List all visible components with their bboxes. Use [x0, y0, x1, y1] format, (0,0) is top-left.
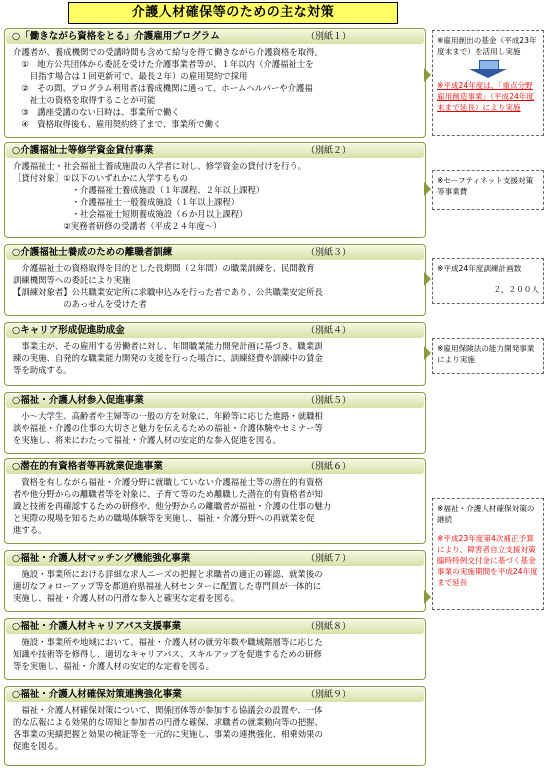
card-reemployment	[4, 458, 426, 544]
card-line: 知識や技術等を修得し、適切なキャリアパス、スキルアップを促進するための研修	[13, 649, 322, 659]
card-heading	[6, 460, 424, 474]
card-career-path	[4, 618, 426, 680]
card-ref: （別紙６）	[306, 462, 352, 472]
note-text: ※雇用保険法の能力開発事業により実施	[437, 344, 535, 364]
card-line: 介護福祉士・社会福祉士養成施設の入学者に対し、修学資金の貸付けを行う。	[13, 161, 307, 171]
note-text: ※セーフティネット支援対策等事業費	[437, 176, 534, 196]
card-ref: （別紙９）	[306, 690, 352, 700]
card-ref: （別紙１）	[306, 32, 352, 42]
card-line: ② その間、プログラム利用者は養成機関に通って、ホームヘルパーや介護福	[13, 83, 313, 93]
card-line: 練の実施、自発的な職業能力開発の支援を行った場合に、訓練経費や訓練中の賃金	[13, 353, 323, 363]
note-employment-insurance	[432, 338, 544, 374]
card-line: 等を助成する。	[13, 365, 72, 375]
card-line: 目指す場合は１回更新可で、最長２年）の雇用契約で採用	[13, 71, 248, 81]
card-title: ○介護福祉士等修学資金貸付事業	[12, 145, 154, 156]
card-line: ・介護福祉士養成施設（１年課程、２年以上課程）	[13, 185, 265, 195]
card-line: 祉士の資格を取得することが可能	[13, 95, 156, 105]
card-entry-promotion	[4, 392, 426, 454]
card-heading	[6, 30, 424, 44]
page-title: 介護人材確保等のための主な対策	[68, 2, 398, 24]
card-heading	[6, 246, 424, 260]
note-continuation	[432, 498, 544, 610]
card-line: 施設・事業所や地域において、福祉・介護人材の就労年数や職域階層等に応じた	[13, 637, 323, 647]
card-line: ③ 講座受講のない日時は、事業所で働く	[13, 107, 180, 117]
card-line: 実施し、福祉・介護人材の円滑な参入と確実な定着を図る。	[13, 593, 240, 603]
card-line: ②実務者研修の受講者（平成２４年度～）	[13, 221, 222, 231]
card-line: 福祉・介護人材確保対策について、関係団体等が参加する協議会の設置や、一体	[13, 705, 323, 715]
card-line: ［貸付対象］①以下のいずれかに入学するもの	[13, 173, 189, 183]
card-line: 識と技術を再確認するための研修や、他分野からの離職者が福祉・介護の仕事の魅力	[13, 501, 332, 511]
note-text: ※雇用創出の基金（平成23年度末まで）を活用し実施	[437, 36, 537, 56]
card-line: 事業主が、その雇用する労働者に対し、年間職業能力開発計画に基づき、職業訓	[13, 341, 323, 351]
note-employment-fund	[432, 30, 544, 136]
card-heading	[6, 144, 424, 158]
card-title: ○福祉・介護人材参入促進事業	[12, 395, 144, 406]
card-heading	[6, 688, 424, 702]
connector-arrow	[424, 182, 431, 196]
card-ref: （別紙２）	[306, 146, 352, 156]
note-text: ※平成24年度訓練計画数	[437, 264, 522, 273]
card-line: ・介護福祉士一般養成施設（１年以上課程）	[13, 197, 240, 207]
card-line: 適切なフォローアップ等を都道府県福祉人材センターに配置した専門員が一体的に	[13, 581, 322, 591]
card-line: 者や他分野からの離職者等を対象に、子育て等のため離職した潜在的有資格者が知	[13, 489, 323, 499]
card-line: 等を実施し、福祉・介護人材の安定的な定着を図る。	[13, 661, 214, 671]
card-line: 介護福祉士の資格取得を目的とした長期間（２年間）の職業訓練を、民間教育	[13, 263, 315, 273]
card-ref: （別紙３）	[306, 248, 352, 258]
card-heading	[6, 324, 424, 338]
connector-arrow	[424, 68, 431, 82]
card-line: 資格を有しながら福祉・介護分野に就職していない介護福祉士等の潜在的有資格	[13, 477, 323, 487]
card-heading	[6, 394, 424, 408]
card-line: 訓練機関等への委託により実施	[13, 275, 131, 285]
card-title: ○介護福祉士養成のための離職者訓練	[12, 247, 173, 258]
connector-arrow	[424, 346, 431, 360]
note-text-highlight	[437, 533, 539, 588]
card-title: ○キャリア形成促進助成金	[12, 325, 125, 336]
card-line: のあっせんを受けた者	[13, 299, 147, 309]
card-title: ○潜在的有資格者等再就業促進事業	[12, 461, 163, 472]
card-title: ○福祉・介護人材マッチング機能強化事業	[12, 553, 191, 564]
card-line: と実際の現場を知るための職場体験等を実施し、福祉・介護分野への再就業を促	[13, 513, 315, 523]
card-title: ○福祉・介護人材確保対策連携強化事業	[12, 689, 182, 700]
card-title: ○福祉・介護人材キャリアパス支援事業	[12, 621, 182, 632]
down-arrow-icon	[469, 60, 507, 78]
card-ref: （別紙５）	[306, 396, 352, 406]
card-ref: （別紙４）	[306, 326, 352, 336]
card-line: 小～大学生、高齢者や主婦等の一般の方を対象に、年齢等に応じた進路・就職相	[13, 411, 323, 421]
connector-arrow	[424, 590, 431, 604]
card-ref: （別紙７）	[306, 554, 352, 564]
card-heading	[6, 620, 424, 634]
card-line: 進する。	[13, 525, 47, 535]
card-ref: （別紙８）	[306, 622, 352, 632]
note-safety-net	[432, 170, 544, 210]
note-red-text: ※平成23年度第4次補正予算により、障害者自立支援対策臨時特例交付金に基づく基金事業の	[437, 534, 536, 576]
card-employment-program	[4, 28, 426, 138]
card-career-subsidy	[4, 322, 426, 386]
card-job-training	[4, 244, 426, 316]
note-text: ※福祉・介護人材確保対策の継続	[437, 504, 535, 524]
note-text-highlight: ※平成24年度は、「重点分野雇用創造事業」（平成24年度末まで延長）により実施	[437, 81, 534, 112]
note-value: ２，２００人	[493, 285, 539, 294]
card-line: ① 地方公共団体から委託を受けた介護事業者等が、１年以内（介護福祉士を	[13, 59, 314, 69]
card-heading	[6, 552, 424, 566]
card-matching	[4, 550, 426, 612]
card-line: を実施し、将来にわたって福祉・介護人材の安定的な参入促進を図る。	[13, 435, 281, 445]
card-line: 【訓練対象者】公共職業安定所に求職申込みを行った者であり、公共職業安定所長	[13, 287, 323, 297]
card-line: 促進を図る。	[13, 741, 64, 751]
card-coordination	[4, 686, 426, 766]
connector-arrow	[424, 272, 431, 286]
card-line: ④ 資格取得後も、雇用契約終了まで、事業所で働く	[13, 119, 222, 129]
card-line: 談や福祉・介護の仕事の大切さと魅力を伝えるための福祉・介護体験やセミナー等	[13, 423, 323, 433]
card-line: 的な広報による効果的な周知と参加者の円滑な確保、求職者の就業動向等の把握、	[13, 717, 323, 727]
card-loan-program	[4, 142, 426, 238]
card-title: ○「働きながら資格をとる」介護雇用プログラム	[12, 31, 220, 42]
card-line: 各事業の実績把握と効果の検証等を一元的に実施し、事業の連携強化、相乗効果の	[13, 729, 323, 739]
card-line: 施設・事業所における詳細な求人ニーズの把握と求職者の適正の確認、就業後の	[13, 569, 323, 579]
note-red-underlined: 実施期間を平成24年度まで延長	[437, 567, 538, 587]
note-training-plan	[432, 258, 544, 304]
card-line: ・社会福祉士短期養成施設（６か月以上課程）	[13, 209, 248, 219]
card-line: 介護者が、養成機関での受講時間も含めて給与を得て働きながら介護資格を取得。	[13, 47, 323, 57]
